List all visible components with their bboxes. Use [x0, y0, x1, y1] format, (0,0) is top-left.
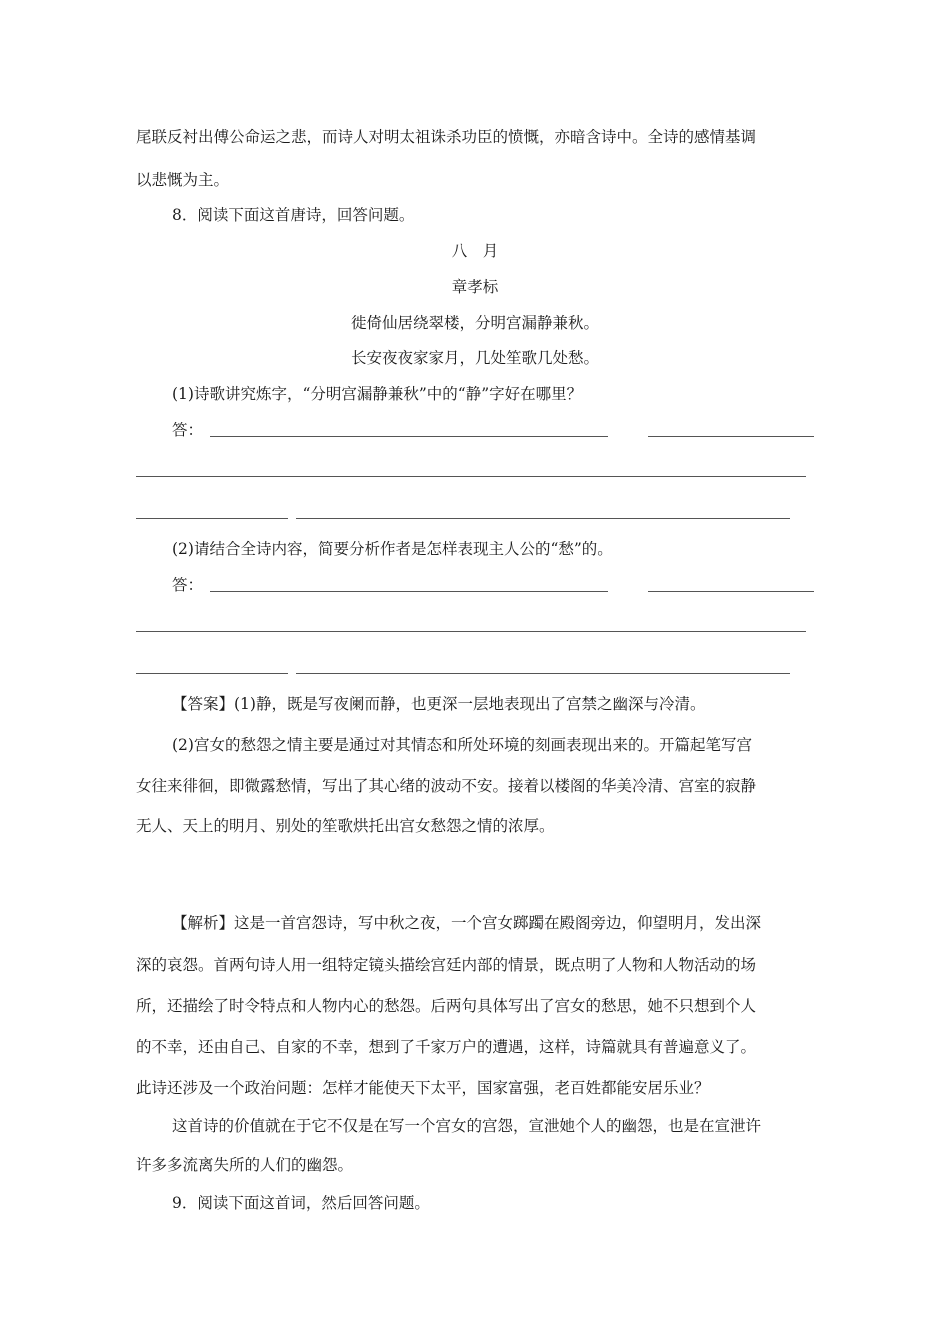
answer-paragraph-2-line: (2)宫女的愁怨之情主要是通过对其情态和所处环境的刻画表现出来的。开篇起笔写宫: [172, 736, 752, 754]
answer-blank-line[interactable]: [136, 673, 288, 674]
question-8-sub-1: (1)诗歌讲究炼字，“分明宫漏静兼秋”中的“静”字好在哪里？: [172, 385, 583, 403]
answer-label: 答：: [172, 421, 204, 439]
intro-line-1: 尾联反衬出傅公命运之悲，而诗人对明太祖诛杀功臣的愤慨，亦暗含诗中。全诗的感情基调: [136, 128, 757, 146]
answer-line-1: 【答案】(1)静，既是写夜阑而静，也更深一层地表现出了宫禁之幽深与冷清。: [172, 695, 706, 713]
answer-blank-line[interactable]: [136, 631, 806, 632]
analysis-line: 此诗还涉及一个政治问题：怎样才能使天下太平，国家富强，老百姓都能安居乐业？: [136, 1079, 710, 1097]
analysis-line: 这首诗的价值就在于它不仅是在写一个宫女的宫怨，宣泄她个人的幽怨，也是在宣泄许: [172, 1117, 762, 1135]
poem-line-1: 徙倚仙居绕翠楼，分明宫漏静兼秋。: [350, 314, 599, 332]
answer-paragraph-2-line: 女往来徘徊，即微露愁情，写出了其心绪的波动不安。接着以楼阁的华美冷清、宫室的寂静: [136, 777, 757, 795]
answer-blank-line[interactable]: [136, 476, 806, 477]
answer-blank-line[interactable]: [296, 518, 790, 519]
analysis-line: 所，还描绘了时令特点和人物内心的愁怨。后两句具体写出了宫女的愁思，她不只想到个人: [136, 997, 757, 1015]
answer-label: 答：: [172, 576, 204, 594]
answer-blank-line[interactable]: [296, 673, 790, 674]
analysis-line: 【解析】这是一首宫怨诗，写中秋之夜，一个宫女踯躅在殿阁旁边，仰望明月，发出深: [172, 914, 762, 932]
poem-line-2: 长安夜夜家家月，几处笙歌几处愁。: [350, 349, 599, 367]
analysis-line: 深的哀怨。首两句诗人用一组特定镜头描绘宫廷内部的情景，既点明了人物和人物活动的场: [136, 956, 757, 974]
question-8-sub-2: (2)请结合全诗内容，简要分析作者是怎样表现主人公的“愁”的。: [172, 540, 613, 558]
poem-title: 八 月: [451, 242, 499, 260]
poem-author: 章孝标: [451, 278, 499, 296]
answer-blank-line[interactable]: [136, 518, 288, 519]
answer-paragraph-2-line: 无人、天上的明月、别处的笙歌烘托出宫女愁怨之情的浓厚。: [136, 817, 555, 835]
analysis-line: 的不幸，还由自己、自家的不幸，想到了千家万户的遭遇，这样，诗篇就具有普遍意义了。: [136, 1038, 757, 1056]
intro-line-2: 以悲慨为主。: [136, 171, 230, 189]
question-9-prompt: 9．阅读下面这首词，然后回答问题。: [172, 1194, 430, 1212]
answer-blank-line[interactable]: [648, 436, 814, 437]
analysis-line: 许多多流离失所的人们的幽怨。: [136, 1156, 354, 1174]
answer-blank-line[interactable]: [648, 591, 814, 592]
question-8-prompt: 8．阅读下面这首唐诗，回答问题。: [172, 206, 415, 224]
answer-blank-line[interactable]: [210, 436, 608, 437]
answer-blank-line[interactable]: [210, 591, 608, 592]
